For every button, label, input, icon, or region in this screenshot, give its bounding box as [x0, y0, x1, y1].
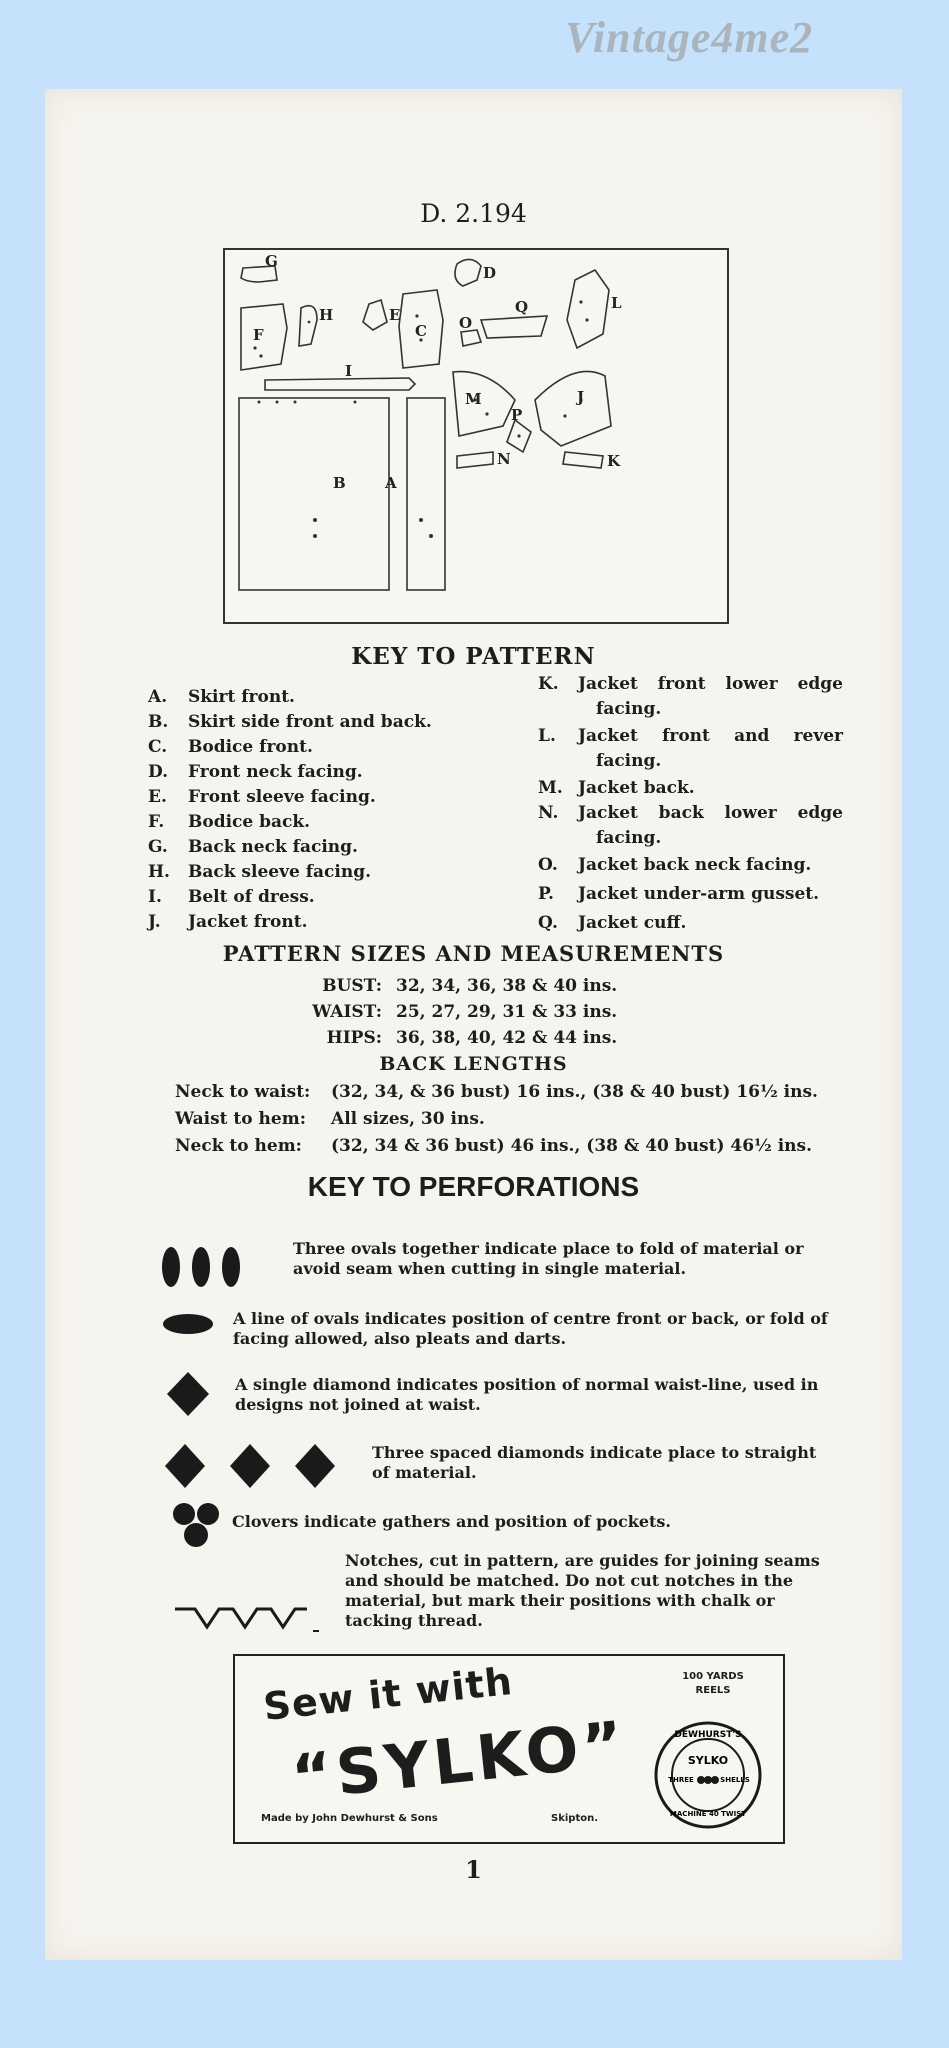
list-item: B. Skirt side front and back. [148, 712, 432, 732]
shells-icon [697, 1776, 719, 1784]
list-item: I. Belt of dress. [148, 887, 315, 907]
list-item: Q. Jacket cuff. [538, 913, 687, 933]
piece-j [535, 371, 611, 446]
diagram-label-o: O [459, 314, 473, 332]
reel-label-icon [653, 1720, 763, 1830]
piece-q [481, 316, 547, 338]
piece-m [453, 372, 515, 436]
key-to-pattern-title: KEY TO PATTERN [351, 643, 596, 670]
piece-d [455, 259, 481, 286]
key-list-right [538, 672, 843, 936]
key-to-perforations-title: KEY TO PERFORATIONS [307, 1171, 640, 1202]
pattern-sheet [45, 89, 902, 1960]
ad-town: Skipton. [551, 1813, 599, 1824]
pattern-layout-diagram [223, 248, 729, 624]
perf-desc-oval-line: A line of ovals indicates position of centre front or back, or fold of facing allowed, also pleats and darts. [233, 1309, 828, 1348]
back-lengths-title: BACK LENGTHS [379, 1053, 568, 1075]
list-item: J. Jacket front. [148, 912, 308, 932]
three-ovals-icon [157, 1237, 247, 1297]
piece-a [407, 398, 445, 590]
diagram-label-m: M [465, 390, 482, 408]
list-item: E. Front sleeve facing. [148, 787, 376, 807]
back-length-row: Neck to hem: (32, 34 & 36 bust) 46 ins., (38 & 40 bust) 46½ ins. [175, 1136, 813, 1156]
list-item: M. Jacket back. [538, 778, 695, 798]
perf-desc-clovers: Clovers indicate gathers and position of pockets. [232, 1512, 671, 1531]
back-lengths-table [175, 1079, 818, 1160]
diagram-label-l: L [611, 294, 622, 312]
key-list-left [148, 685, 432, 935]
page-number: 1 [465, 1855, 482, 1884]
list-item: N. Jacket back lower edge facing. [538, 803, 843, 848]
back-length-row: Waist to hem: All sizes, 30 ins. [175, 1109, 485, 1129]
list-item: G. Back neck facing. [148, 837, 358, 857]
diagram-label-h: H [319, 306, 334, 324]
list-item: L. Jacket front and rever facing. [538, 726, 843, 771]
diagram-label-f: F [253, 326, 264, 344]
three-diamonds-icon [163, 1441, 343, 1491]
diagram-label-c: C [415, 322, 427, 340]
sizes-table [292, 973, 617, 1051]
diagram-label-q: Q [515, 298, 529, 316]
diagram-label-a: A [385, 474, 397, 492]
piece-h [299, 306, 317, 346]
list-item: C. Bodice front. [148, 737, 313, 757]
size-row: BUST: 32, 34, 36, 38 & 40 ins. [322, 976, 618, 996]
diagram-label-e: E [389, 306, 401, 324]
list-item: A. Skirt front. [148, 687, 295, 707]
perf-desc-single-diamond: A single diamond indicates position of normal waist-line, used in designs not joined at waist. [235, 1375, 819, 1414]
piece-n [457, 452, 493, 468]
reel-right-text: SHELLS [720, 1776, 750, 1784]
diamond-icon [163, 1369, 213, 1419]
diagram-label-n: N [497, 450, 511, 468]
piece-k [563, 452, 603, 468]
piece-l [567, 270, 609, 348]
diagram-label-j: J [577, 388, 585, 406]
piece-f [241, 304, 287, 370]
list-item: H. Back sleeve facing. [148, 862, 372, 882]
list-item: F. Bodice back. [148, 812, 311, 832]
watermark: Vintage4me2 [565, 13, 814, 62]
reel-left-text: THREE [668, 1776, 694, 1784]
ad-brand: “SYLKO” [288, 1706, 631, 1815]
ad-yards: 100 YARDS REELS [682, 1671, 744, 1696]
diagram-label-d: D [483, 264, 497, 282]
size-row: WAIST: 25, 27, 29, 31 & 33 ins. [312, 1002, 618, 1022]
list-item: D. Front neck facing. [148, 762, 363, 782]
piece-o [461, 330, 481, 346]
list-item: O. Jacket back neck facing. [538, 855, 812, 875]
diagram-label-p: P [511, 406, 523, 424]
clover-icon [169, 1499, 223, 1553]
pattern-code: D. 2.194 [420, 199, 527, 228]
back-length-row: Neck to waist: (32, 34, & 36 bust) 16 ins., (38 & 40 bust) 16½ ins. [175, 1082, 818, 1102]
perf-desc-three-ovals: Three ovals together indicate place to fold of material or avoid seam when cutting in single material. [293, 1239, 804, 1278]
size-row: HIPS: 36, 38, 40, 42 & 44 ins. [326, 1028, 618, 1048]
perf-desc-notches: Notches, cut in pattern, are guides for joining seams and should be matched. Do not cut notches in the material, but mark their positions with chalk or tacking thread. [345, 1551, 820, 1630]
diagram-label-g: G [265, 252, 278, 270]
sizes-title: PATTERN SIZES AND MEASUREMENTS [222, 941, 725, 966]
oval-line-icon [160, 1309, 220, 1339]
diagram-label-k: K [607, 452, 621, 470]
diagram-label-b: B [333, 474, 346, 492]
piece-b [239, 398, 389, 590]
reel-top-text: DEWHURST'S [674, 1730, 742, 1740]
notch-line-icon [173, 1597, 323, 1637]
list-item: K. Jacket front lower edge facing. [538, 674, 843, 719]
ad-maker: Made by John Dewhurst & Sons [261, 1813, 438, 1824]
sylko-advert [233, 1654, 785, 1844]
piece-i [265, 378, 415, 390]
reel-brand-text: SYLKO [687, 1754, 729, 1767]
ad-sew-text: Sew it with [261, 1659, 515, 1729]
pattern-pieces-drawing [225, 250, 727, 622]
piece-e [363, 300, 387, 330]
diagram-label-i: I [345, 362, 353, 380]
reel-bottom-text: MACHINE 40 TWIST [669, 1810, 747, 1818]
list-item: P. Jacket under-arm gusset. [538, 884, 820, 904]
perf-desc-three-diamonds: Three spaced diamonds indicate place to straight of material. [372, 1443, 817, 1482]
